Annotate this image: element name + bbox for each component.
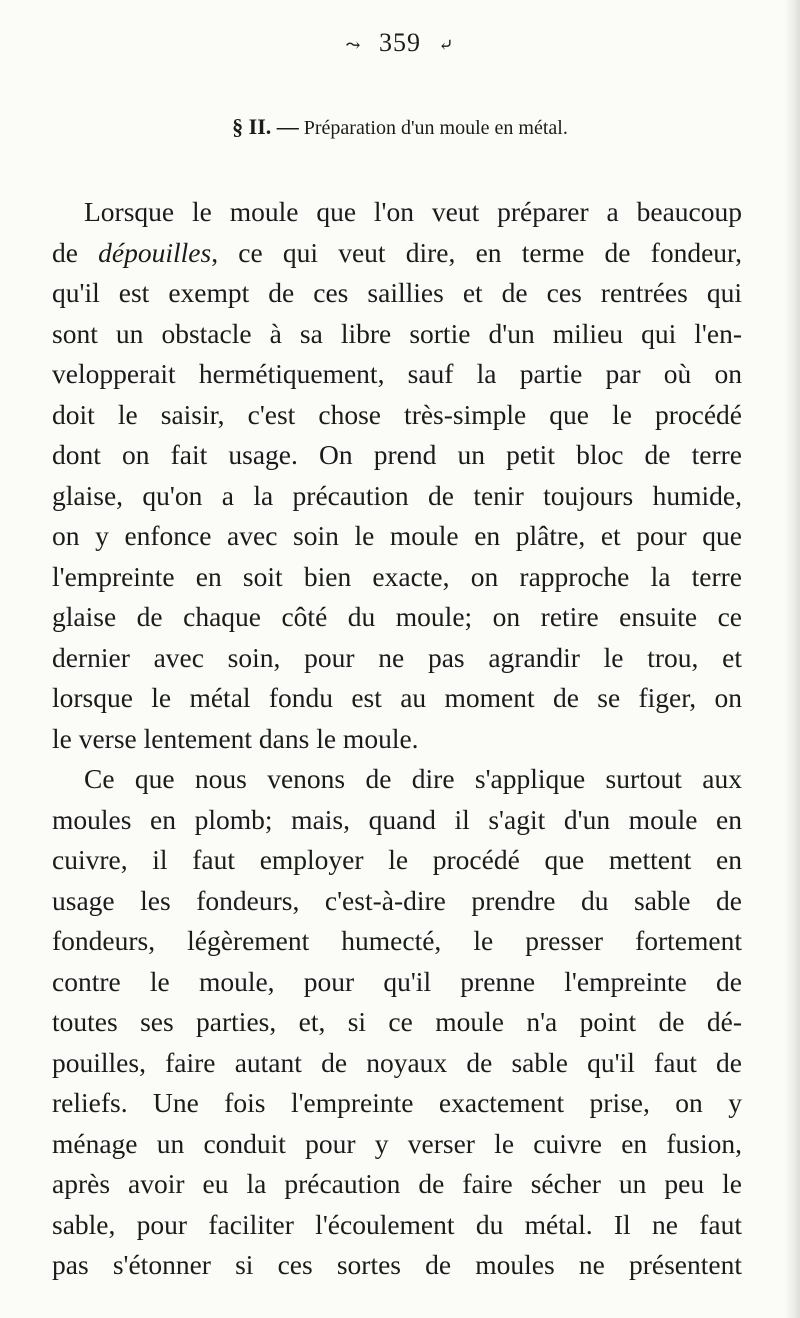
text-line: glaise, qu'on a la précaution de tenir toujours humide, [52,479,742,511]
right-ornament-icon: ⤶ [438,34,455,55]
paragraph [52,192,742,759]
page-edge-shadow [784,0,800,1318]
text-line: ménage un conduit pour y verser le cuivre en fusion, [52,1127,742,1159]
text-line: reliefs. Une fois l'empreinte exactement prise, on y [52,1087,742,1118]
text-line: qu'il est exempt de ces saillies et de ces rentrées qui [52,277,742,308]
text-line: Ce que nous venons de dire s'applique surtout aux [84,763,742,794]
text-line: doit le saisir, c'est chose très-simple que le procédé [52,398,742,430]
section-heading [0,114,800,140]
text-line: l'empreinte en soit bien exacte, on rapproche la terre [52,560,742,592]
text-line: contre le moule, pour qu'il prenne l'empreinte de [52,965,742,997]
section-title-text: Préparation d'un moule en métal. [303,117,568,139]
text-line: le verse lentement dans le moule. [52,722,419,754]
text-line: pas s'étonner si ces sortes de moules ne présentent [52,1249,742,1280]
text-line: moules en plomb; mais, quand il s'agit d'un moule en [52,803,742,835]
text-line: dont on fait usage. On prend un petit bloc de terre [52,439,742,470]
page-number: 359 [379,28,421,57]
text-line: sont un obstacle à sa libre sortie d'un milieu qui l'en- [52,317,742,349]
text-line: fondeurs, légèrement humecté, le presser fortement [52,925,742,956]
body-text [52,192,742,1286]
left-ornament-icon: ⤳ [345,34,362,55]
text-line: velopperait hermétiquement, sauf la partie par où on [52,358,742,389]
page-header [0,28,800,58]
paragraph [52,759,742,1286]
text-line: lorsque le métal fondu est au moment de se figer, on [52,682,742,713]
text-line: toutes ses parties, et, si ce moule n'a point de dé- [52,1006,742,1037]
section-number: § II. — [232,114,299,139]
text-line: dernier avec soin, pour ne pas agrandir le trou, et [52,641,742,673]
text-line: glaise de chaque côté du moule; on retire ensuite ce [52,601,742,632]
text-line: on y enfonce avec soin le moule en plâtre, et pour que [52,520,742,551]
text-line: après avoir eu la précaution de faire sécher un peu le [52,1168,742,1199]
italic-term: dépouilles [98,236,212,268]
text-line: sable, pour faciliter l'écoulement du métal. Il ne faut [52,1208,742,1240]
text-line: cuivre, il faut employer le procédé que mettent en [52,844,742,875]
text-line: usage les fondeurs, c'est-à-dire prendre du sable de [52,884,742,916]
text-line: pouilles, faire autant de noyaux de sable qu'il faut de [52,1046,742,1078]
text-line: Lorsque le moule que l'on veut préparer a beaucoup [84,196,742,227]
text-line: de dépouilles, ce qui veut dire, en terme de fondeur, [52,236,742,268]
